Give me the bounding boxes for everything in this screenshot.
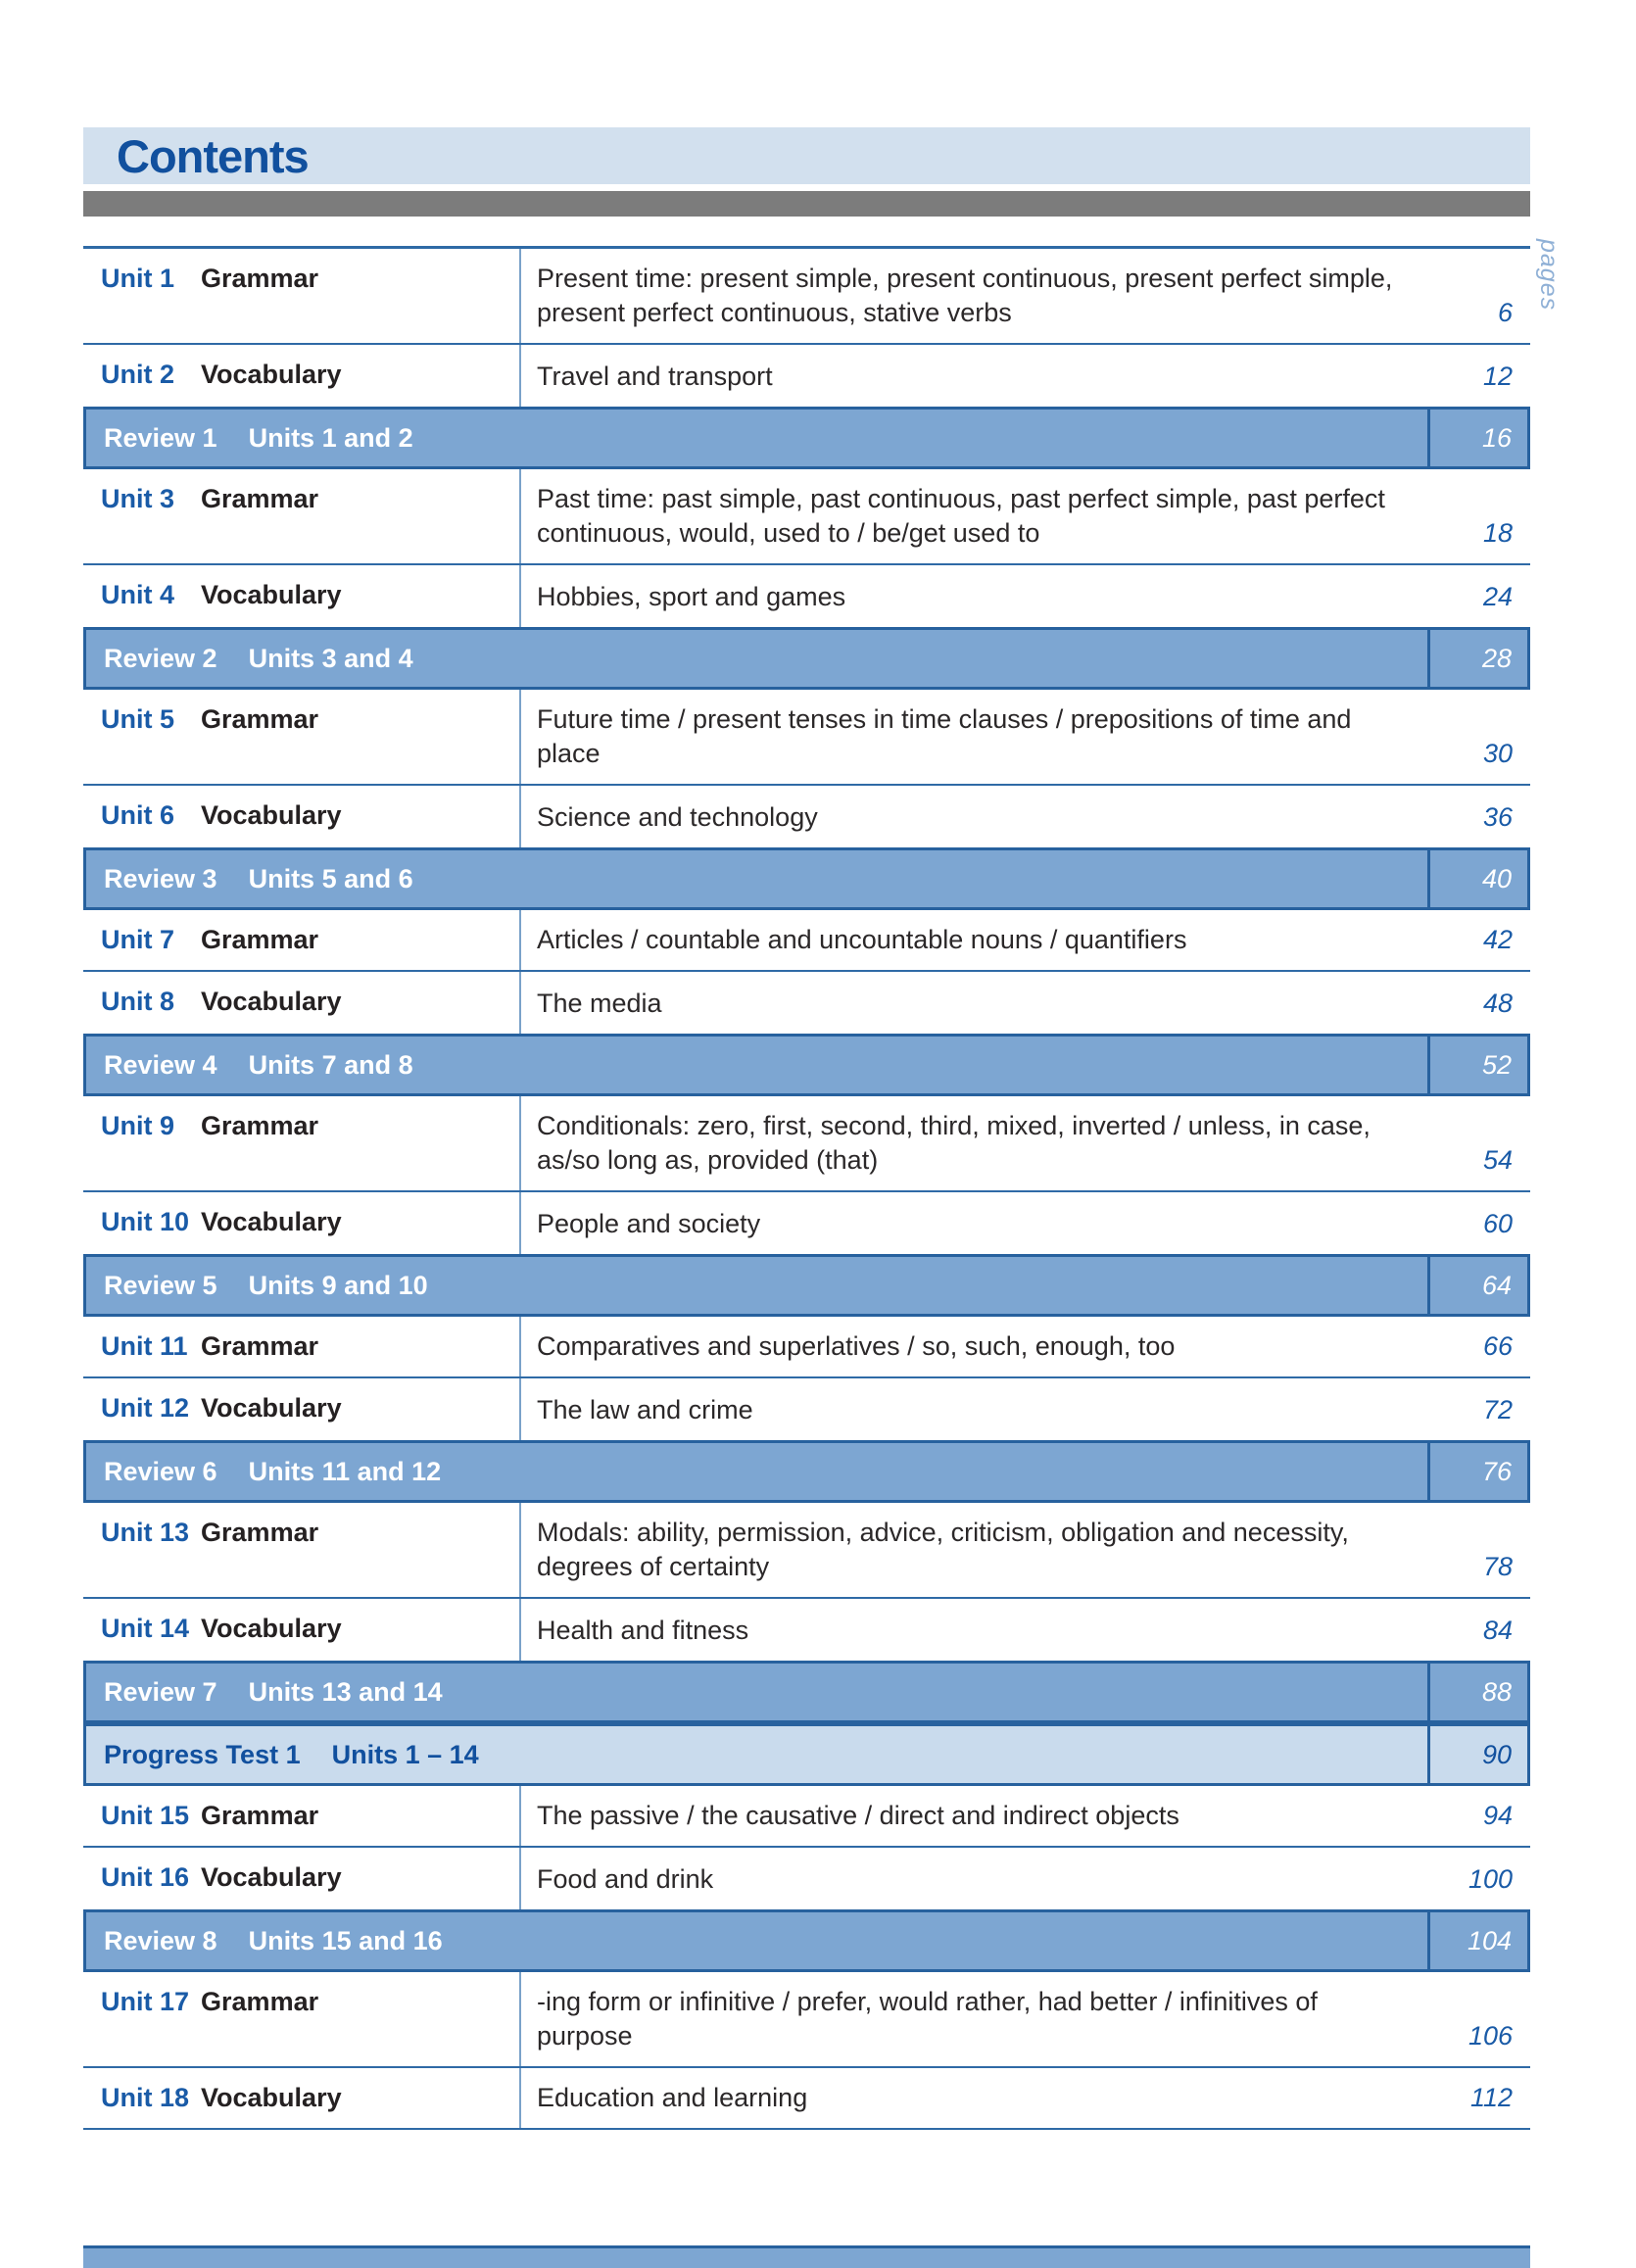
page-number: 54 xyxy=(1482,1145,1513,1175)
review-name: Review 6 xyxy=(104,1456,217,1486)
unit-number: Unit 14 xyxy=(101,1614,190,1643)
toc-unit-row xyxy=(83,1317,1530,1378)
unit-cell xyxy=(83,1599,519,1661)
unit-main-cell xyxy=(519,1096,1530,1190)
page-title: Contents xyxy=(117,129,309,182)
review-name: Review 7 xyxy=(104,1676,217,1707)
unit-kind: Grammar xyxy=(201,264,319,293)
unit-kind: Vocabulary xyxy=(201,1207,342,1236)
unit-main-cell xyxy=(519,972,1530,1034)
unit-kind: Vocabulary xyxy=(201,987,342,1016)
toc-unit-row xyxy=(83,1192,1530,1254)
unit-kind: Grammar xyxy=(201,484,319,513)
unit-main-cell xyxy=(519,1599,1530,1661)
unit-main-cell xyxy=(519,690,1530,784)
toc-unit-row xyxy=(83,1848,1530,1909)
toc-unit-row xyxy=(83,1599,1530,1661)
unit-main-cell xyxy=(519,469,1530,563)
page-number: 48 xyxy=(1482,989,1513,1018)
review-label xyxy=(86,850,1427,907)
page-number: 16 xyxy=(1427,410,1527,466)
unit-number: Unit 16 xyxy=(101,1862,190,1892)
unit-number: Unit 2 xyxy=(101,360,175,389)
units-range: Units 1 – 14 xyxy=(331,1739,479,1769)
unit-kind: Vocabulary xyxy=(201,800,342,830)
page-number: 112 xyxy=(1469,2083,1513,2112)
unit-cell xyxy=(83,786,519,847)
review-row xyxy=(83,847,1530,910)
gray-divider-bar xyxy=(83,191,1530,217)
unit-number: Unit 17 xyxy=(101,1987,190,2016)
toc-unit-row xyxy=(83,469,1530,565)
unit-kind: Vocabulary xyxy=(201,2083,342,2112)
unit-main-cell xyxy=(519,1503,1530,1597)
unit-number: Unit 4 xyxy=(101,580,175,609)
page-number: 64 xyxy=(1427,1257,1527,1314)
unit-kind: Grammar xyxy=(201,704,319,734)
unit-kind: Vocabulary xyxy=(201,1862,342,1892)
review-label xyxy=(86,1257,1427,1314)
unit-kind: Grammar xyxy=(201,1801,319,1830)
unit-kind: Grammar xyxy=(201,925,319,954)
unit-kind: Grammar xyxy=(201,1518,319,1547)
unit-number: Unit 18 xyxy=(101,2083,190,2112)
unit-cell xyxy=(83,565,519,627)
unit-number: Unit 12 xyxy=(101,1393,190,1423)
page-number: 36 xyxy=(1482,802,1513,832)
review-label xyxy=(86,1912,1427,1969)
toc-unit-row xyxy=(83,972,1530,1034)
unit-main-cell xyxy=(519,1848,1530,1909)
unit-cell xyxy=(83,910,519,970)
toc-unit-row xyxy=(83,690,1530,786)
review-label xyxy=(86,1443,1427,1500)
page-number: 24 xyxy=(1482,582,1513,611)
toc-unit-row xyxy=(83,910,1530,972)
page-number: 94 xyxy=(1482,1801,1513,1830)
header-band xyxy=(83,127,1530,184)
unit-main-cell xyxy=(519,565,1530,627)
unit-cell xyxy=(83,1848,519,1909)
page-number: 28 xyxy=(1427,630,1527,687)
review-row xyxy=(83,1440,1530,1503)
unit-number: Unit 13 xyxy=(101,1518,190,1547)
review-label xyxy=(86,1664,1427,1720)
toc-table xyxy=(83,246,1530,2130)
review-row xyxy=(83,407,1530,469)
unit-cell xyxy=(83,690,519,784)
progress-label xyxy=(86,1726,1427,1783)
page-number: 42 xyxy=(1482,925,1513,954)
unit-number: Unit 8 xyxy=(101,987,175,1016)
unit-description: Conditionals: zero, first, second, third, mixed, inverted / unless, in case, as/so long as, provided (that) xyxy=(537,1111,1371,1175)
unit-description: Hobbies, sport and games xyxy=(537,582,846,611)
unit-main-cell xyxy=(519,249,1530,343)
review-row xyxy=(83,1909,1530,1972)
units-range: Units 5 and 6 xyxy=(248,863,413,893)
unit-description: Future time / present tenses in time clauses / prepositions of time and place xyxy=(537,704,1352,768)
review-name: Review 8 xyxy=(104,1925,217,1955)
toc-unit-row xyxy=(83,249,1530,345)
toc-unit-row xyxy=(83,1786,1530,1848)
unit-description: People and society xyxy=(537,1209,761,1238)
unit-description: Articles / countable and uncountable nouns / quantifiers xyxy=(537,925,1187,954)
unit-cell xyxy=(83,1786,519,1846)
units-range: Units 11 and 12 xyxy=(248,1456,442,1486)
unit-number: Unit 10 xyxy=(101,1207,190,1236)
next-review-band-cutoff xyxy=(83,2245,1530,2268)
unit-description: The law and crime xyxy=(537,1395,753,1424)
page-number: 40 xyxy=(1427,850,1527,907)
unit-cell xyxy=(83,1378,519,1440)
unit-number: Unit 1 xyxy=(101,264,175,293)
unit-number: Unit 7 xyxy=(101,925,175,954)
unit-main-cell xyxy=(519,1192,1530,1254)
review-name: Review 4 xyxy=(104,1049,217,1080)
pages-column-label: pages xyxy=(1535,239,1563,312)
unit-kind: Grammar xyxy=(201,1111,319,1140)
page-number: 106 xyxy=(1468,2021,1513,2051)
unit-kind: Vocabulary xyxy=(201,1614,342,1643)
review-name: Review 1 xyxy=(104,422,217,453)
page-number: 88 xyxy=(1427,1664,1527,1720)
page-number: 30 xyxy=(1482,739,1513,768)
unit-cell xyxy=(83,1096,519,1190)
review-name: Review 3 xyxy=(104,863,217,893)
page-number: 12 xyxy=(1482,362,1513,391)
page-number: 52 xyxy=(1427,1037,1527,1093)
page-number: 78 xyxy=(1482,1552,1513,1581)
toc-unit-row xyxy=(83,1378,1530,1440)
unit-main-cell xyxy=(519,910,1530,970)
unit-kind: Vocabulary xyxy=(201,1393,342,1423)
toc-unit-row xyxy=(83,786,1530,847)
unit-main-cell xyxy=(519,345,1530,407)
unit-number: Unit 5 xyxy=(101,704,175,734)
unit-description: Travel and transport xyxy=(537,362,773,391)
unit-cell xyxy=(83,469,519,563)
review-row xyxy=(83,1254,1530,1317)
unit-cell xyxy=(83,249,519,343)
page-number: 60 xyxy=(1482,1209,1513,1238)
toc-unit-row xyxy=(83,565,1530,627)
units-range: Units 1 and 2 xyxy=(248,422,413,453)
progress-test-row xyxy=(83,1723,1530,1786)
toc-unit-row xyxy=(83,1503,1530,1599)
page-number: 84 xyxy=(1482,1616,1513,1645)
unit-cell xyxy=(83,1503,519,1597)
unit-number: Unit 11 xyxy=(101,1331,188,1361)
unit-description: The passive / the causative / direct and indirect objects xyxy=(537,1801,1179,1830)
page-number: 66 xyxy=(1482,1331,1513,1361)
toc-unit-row xyxy=(83,1972,1530,2068)
unit-description: -ing form or infinitive / prefer, would rather, had better / infinitives of purpose xyxy=(537,1987,1318,2051)
units-range: Units 9 and 10 xyxy=(248,1270,428,1300)
progress-name: Progress Test 1 xyxy=(104,1739,301,1769)
unit-cell xyxy=(83,1972,519,2066)
page-number: 6 xyxy=(1497,298,1513,327)
unit-description: Health and fitness xyxy=(537,1616,749,1645)
unit-number: Unit 15 xyxy=(101,1801,190,1830)
review-label xyxy=(86,630,1427,687)
units-range: Units 15 and 16 xyxy=(248,1925,443,1955)
page-content xyxy=(83,127,1530,2130)
unit-description: Present time: present simple, present continuous, present perfect simple, present perfect continuous, stative verbs xyxy=(537,264,1393,327)
unit-cell xyxy=(83,1192,519,1254)
unit-description: Past time: past simple, past continuous, past perfect simple, past perfect continuous, would, used to / be/get used to xyxy=(537,484,1385,548)
unit-kind: Grammar xyxy=(201,1331,319,1361)
unit-kind: Vocabulary xyxy=(201,580,342,609)
unit-kind: Grammar xyxy=(201,1987,319,2016)
unit-description: The media xyxy=(537,989,662,1018)
unit-number: Unit 9 xyxy=(101,1111,175,1140)
review-label xyxy=(86,410,1427,466)
page-number: 76 xyxy=(1427,1443,1527,1500)
unit-main-cell xyxy=(519,2068,1530,2128)
units-range: Units 3 and 4 xyxy=(248,643,413,673)
units-range: Units 13 and 14 xyxy=(248,1676,443,1707)
unit-cell xyxy=(83,2068,519,2128)
unit-main-cell xyxy=(519,1378,1530,1440)
review-label xyxy=(86,1037,1427,1093)
unit-main-cell xyxy=(519,786,1530,847)
unit-description: Science and technology xyxy=(537,802,818,832)
toc-unit-row xyxy=(83,1096,1530,1192)
unit-number: Unit 3 xyxy=(101,484,175,513)
toc-unit-row xyxy=(83,345,1530,407)
unit-cell xyxy=(83,345,519,407)
review-row xyxy=(83,1661,1530,1723)
toc-unit-row xyxy=(83,2068,1530,2130)
unit-main-cell xyxy=(519,1786,1530,1846)
unit-description: Modals: ability, permission, advice, criticism, obligation and necessity, degrees of certainty xyxy=(537,1518,1349,1581)
unit-cell xyxy=(83,972,519,1034)
review-row xyxy=(83,627,1530,690)
unit-main-cell xyxy=(519,1317,1530,1376)
unit-number: Unit 6 xyxy=(101,800,175,830)
review-name: Review 2 xyxy=(104,643,217,673)
page-number: 104 xyxy=(1427,1912,1527,1969)
page-number: 72 xyxy=(1482,1395,1513,1424)
unit-description: Education and learning xyxy=(537,2083,808,2112)
unit-kind: Vocabulary xyxy=(201,360,342,389)
units-range: Units 7 and 8 xyxy=(248,1049,413,1080)
review-row xyxy=(83,1034,1530,1096)
unit-cell xyxy=(83,1317,519,1376)
unit-description: Comparatives and superlatives / so, such, enough, too xyxy=(537,1331,1176,1361)
page-number: 18 xyxy=(1482,518,1513,548)
page-number: 90 xyxy=(1427,1726,1527,1783)
review-name: Review 5 xyxy=(104,1270,217,1300)
page-number: 100 xyxy=(1468,1864,1513,1894)
unit-main-cell xyxy=(519,1972,1530,2066)
unit-description: Food and drink xyxy=(537,1864,714,1894)
